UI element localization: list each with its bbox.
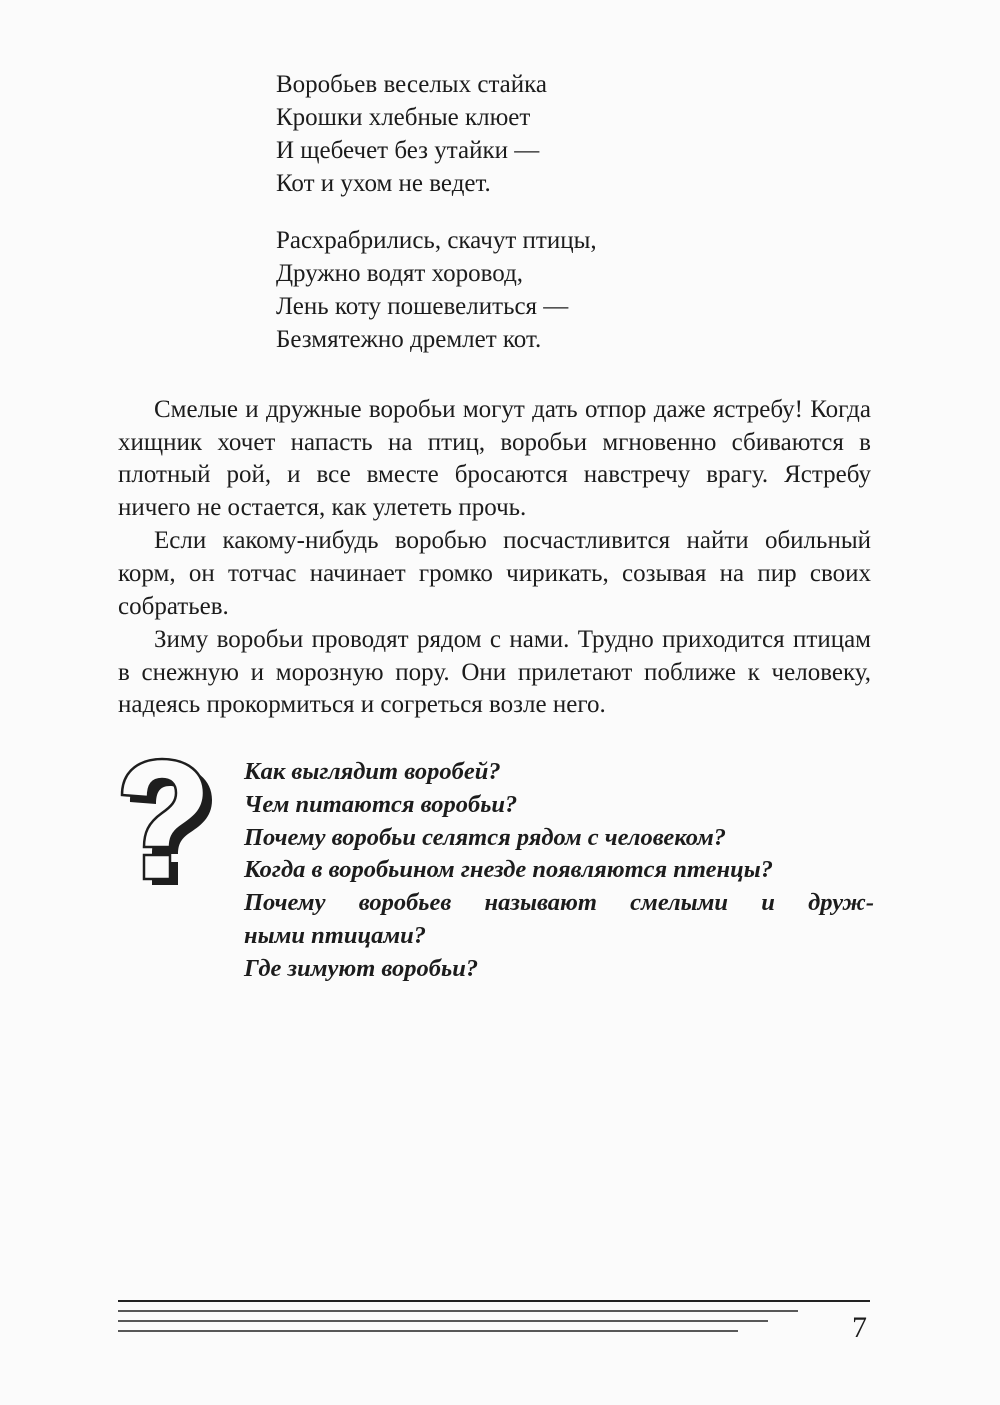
poem-line: И щебечет без утайки — — [276, 137, 540, 164]
question-item: Чем питаются воробьи? — [244, 790, 518, 818]
question-item: Когда в воробьином гнезде появляются птенцы? — [244, 856, 773, 884]
questions-list — [244, 756, 874, 986]
poem-line: Дружно водят хоровод, — [276, 260, 524, 287]
prose-body — [118, 394, 871, 723]
poem-stanza-2 — [276, 224, 836, 356]
poem-line: Кот и ухом не ведет. — [276, 170, 491, 197]
question-item: ными птицами? — [244, 921, 426, 949]
paragraph: Смелые и дружные воробьи могут дать отпор даже ястребу! Когда хищник хочет напасть на птиц, воробьи мгновенно сбиваются в плотный рой, и все вместе бросаются навстречу врагу. Ястребу ничего не остается, как улететь прочь. — [118, 396, 871, 521]
question-item: Где зимуют воробьи? — [244, 954, 479, 982]
poem — [276, 68, 836, 380]
paragraph: Если какому-нибудь воробью посчастливится найти обильный корм, он тотчас начинает громко чирикать, созывая на пир своих собратьев. — [118, 527, 871, 620]
page-number: 7 — [852, 1311, 867, 1344]
question-item: Как выглядит воробей? — [244, 758, 501, 785]
question-item: Почему воробьи селятся рядом с человеком? — [244, 823, 727, 851]
poem-line: Безмятежно дремлет кот. — [276, 326, 542, 353]
poem-line: Лень коту пошевелиться — — [276, 293, 569, 320]
poem-line: Расхрабрились, скачут птицы, — [276, 227, 597, 254]
question-item: Почему воробьев называют смелыми и друж- — [244, 889, 874, 917]
question-mark-icon — [112, 755, 222, 885]
poem-stanza-1 — [276, 68, 836, 200]
footer-rules — [118, 1295, 878, 1345]
poem-line: Крошки хлебные клюет — [276, 104, 531, 131]
paragraph: Зиму воробьи проводят рядом с нами. Трудно приходится птицам в снежную и морозную пору. Они прилетают поближе к человеку, надеясь прокормиться и согреться возле него. — [118, 626, 871, 719]
poem-line: Воробьев веселых стайка — [276, 71, 548, 98]
